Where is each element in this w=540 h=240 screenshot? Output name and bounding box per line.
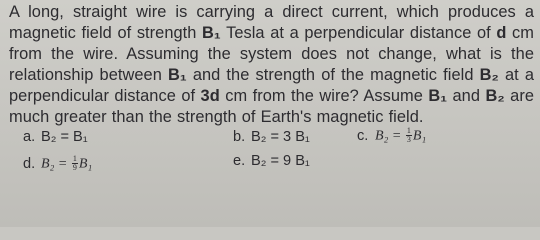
question-segment: at a perpendicular distance of [9,65,534,105]
fraction-denominator: 9 [72,163,77,173]
choice-rhs: B₁ [78,156,93,172]
choice-d[interactable] [23,155,92,172]
question-segment: A long, straight wire is carrying a direct current, which produces a magnetic field of strength [9,3,534,42]
b1-symbol: B₁ [202,23,221,42]
choice-e[interactable] [233,153,310,169]
question-segment: are much greater than the strength of Earth's magnetic field. [9,86,534,126]
choice-lhs: B₂ = [375,128,405,144]
choice-letter: b. [233,129,246,146]
choice-letter: c. [357,127,369,144]
choice-b[interactable] [233,129,310,145]
choice-text: B₂ = 3 B₁ [251,129,310,146]
question-text [9,2,534,127]
fraction [72,155,78,172]
choice-rhs: B₁ [412,128,427,144]
fraction-numerator: 1 [72,154,77,164]
fraction-numerator: 1 [406,126,411,136]
question-segment: cm from the wire. Assuming the system does not change, what is the relationship between [9,23,534,84]
b2-symbol: B₂ [479,65,499,84]
b1-symbol: B₁ [428,86,448,105]
distance-3d: 3d [200,86,220,105]
question-segment: cm from the wire? Assume [219,86,429,105]
choice-text: B₂ = B₁ [41,129,88,146]
distance-d: d [496,23,507,42]
b2-symbol: B₂ [485,86,505,105]
choice-letter: e. [233,153,246,170]
b1-symbol: B₁ [167,65,187,84]
question-segment: and the strength of the magnetic field [186,65,480,84]
fraction-denominator: 3 [406,135,411,145]
question-segment: and [447,86,486,105]
choice-c[interactable] [357,127,426,144]
question-segment: Tesla at a perpendicular distance of [220,23,497,42]
choice-lhs: B₂ = [41,156,71,172]
choice-letter: d. [23,155,36,172]
choice-text: B₂ = 9 B₁ [251,153,310,170]
fraction [406,127,412,144]
choice-letter: a. [23,129,36,146]
answer-choices [9,126,534,183]
choice-a[interactable] [23,129,88,145]
